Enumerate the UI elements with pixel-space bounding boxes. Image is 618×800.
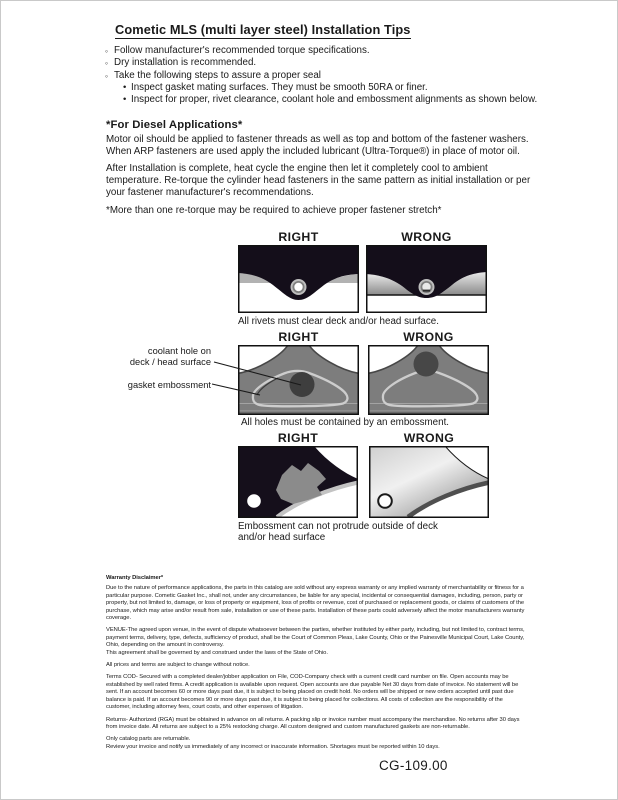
list-item — [105, 57, 541, 69]
right-label: RIGHT — [277, 431, 319, 445]
holes-caption: All holes must be contained by an embossment. — [241, 416, 450, 428]
protrude-wrong-panel — [369, 446, 489, 518]
sub-list-item — [105, 94, 541, 106]
legal-paragraph — [106, 585, 525, 622]
caption-line: and/or head surface — [238, 531, 326, 543]
legal-text: Only catalog parts are returnable. — [106, 736, 191, 743]
sub-list-item — [105, 82, 541, 94]
diagram-headers — [238, 432, 489, 445]
rivet-right-panel — [238, 245, 359, 313]
wrong-label: WRONG — [403, 330, 454, 344]
list-item-text: Inspect gasket mating surfaces. They must be smooth 50RA or finer. — [131, 81, 428, 93]
diagram-headers — [238, 231, 487, 244]
legal-paragraph — [106, 736, 525, 751]
list-item-text: Take the following steps to assure a proper seal — [114, 69, 321, 81]
page-title: Cometic MLS (multi layer steel) Installation Tips — [115, 22, 411, 37]
protrude-caption — [238, 521, 489, 543]
list-item-text: Dry installation is recommended. — [114, 57, 257, 69]
rivet-clearance-diagram — [238, 231, 487, 327]
diesel-applications-heading: *For Diesel Applications* — [106, 119, 243, 131]
legal-text: VENUE-The agreed upon venue, in the event of dispute whatsoever between the parties, whether instituted by either party, including, but not limited to, contract terms, payment terms, delivery, type, defects, sufficiency of product, shall be the Court of Common Pleas, Lake County, Ohio or the Painesville Municipal Court, Lake County, Ohio, depending on the amount in controversy. — [106, 627, 525, 649]
label-line: coolant hole on — [147, 346, 211, 356]
legal-text: Terms COD- Secured with a completed dealer/jobber application on File, COD-Company check with a current credit card number on file. Open accounts may be established by well rated firms. A credit application is available upon request. Open accounts are due payable Net 30 days from date of invoice. No statement will be sent. If an account becomes 60 or more days past due, it is subject to being placed on credit hold. No orders will be shipped or new orders accepted until past due balance is paid. If an account becomes 90 or more days past due, it is subject to being placed for collections. All costs of collection are the responsibility of the customer, including attorney fees, court costs, and other expenses of litigation. — [106, 674, 519, 711]
circle-bullet-icon: ◦ — [105, 58, 109, 69]
legal-paragraph — [106, 674, 525, 711]
warranty-disclaimer-heading: Warranty Disclaimer* — [106, 575, 164, 581]
diesel-paragraph-1: Motor oil should be applied to fastener threads as well as top and bottom of the fastener washers. When ARP fasteners are used apply the included lubricant (Ultra-Torque®) in place of motor oil. — [106, 134, 529, 158]
caption-line: Embossment can not protrude outside of deck — [238, 520, 438, 532]
diagram-panels — [238, 446, 489, 518]
wrong-label: WRONG — [403, 431, 455, 445]
retorque-note: *More than one re-torque may be required to achieve proper fastener stretch* — [106, 205, 442, 216]
diesel-paragraph-2: After Installation is complete, heat cycle the engine then let it completely cool to ambient temperature. Re-torque the cylinder head fasteners in the same pattern as initial installation or per your fastener manufacturer's recommendations. — [106, 163, 531, 199]
dot-bullet-icon: • — [123, 94, 127, 106]
diagram-panels — [238, 345, 489, 415]
legal-text: All prices and terms are subject to change without notice. — [106, 662, 250, 669]
legal-text: This agreement shall be governed by and construed under the laws of the State of Ohio. — [106, 649, 328, 656]
list-item-text: Follow manufacturer's recommended torque specifications. — [114, 45, 370, 56]
protrude-right-panel — [238, 446, 358, 518]
holes-wrong-panel — [368, 345, 489, 415]
coolant-hole-label — [119, 346, 211, 368]
legal-text: Returns- Authorized (RGA) must be obtained in advance on all returns. A packing slip or invoice number must accompany the merchandise. No returns after 30 days from invoice date. All returns are subject to a 25% restocking charge. All custom designed and custom manufactured gaskets are non-returnable. — [106, 716, 520, 730]
legal-text: Due to the nature of performance applications, the parts in this catalog are sold without any express warranty or any implied warranty of merchantability or fitness for a particular purpose. Cometic Gasket Inc., shall not, under any circumstances, be liable for any special, incidental or consequential damages, including, person, party or property, but not limited to, damage, or loss of property or equipment, loss of profits or revenue, cost of purchased or replacement goods, or claims of customers of the purchase, which may arise and/or result from sale, installation or use of these parts. Installation of these parts could adversely affect the motor manufacturers warranty coverage. — [106, 585, 525, 622]
right-label: RIGHT — [278, 330, 319, 344]
holes-right-panel — [238, 345, 359, 415]
legal-paragraph — [106, 662, 525, 669]
circle-bullet-icon: ◦ — [105, 46, 109, 56]
installation-tips-list — [105, 45, 541, 106]
legal-paragraph — [106, 717, 525, 732]
label-line: deck / head surface — [129, 357, 211, 367]
gasket-embossment-label: gasket embossment — [127, 380, 211, 390]
circle-bullet-icon: ◦ — [105, 70, 109, 81]
list-item — [105, 45, 541, 57]
diagram-panels — [238, 245, 487, 313]
rivet-wrong-panel — [366, 245, 487, 313]
list-item-text: Inspect for proper, rivet clearance, coolant hole and embossment alignments as shown below. — [131, 94, 538, 106]
legal-section — [106, 575, 525, 756]
list-item — [105, 70, 541, 82]
coolant-hole-diagram — [1, 331, 618, 439]
diagram-panels-block — [238, 331, 489, 428]
legal-text: Review your invoice and notify us immediately of any incorrect or inaccurate information. Shortages must be reported within 10 days. — [106, 743, 440, 750]
right-label: RIGHT — [278, 230, 319, 244]
diagram-headers — [238, 331, 489, 344]
dot-bullet-icon: • — [123, 81, 127, 93]
embossment-protrude-diagram — [238, 432, 489, 543]
page-number: CG-109.00 — [379, 758, 448, 773]
rivet-caption: All rivets must clear deck and/or head surface. — [238, 315, 439, 327]
legal-paragraph — [106, 627, 525, 657]
wrong-label: WRONG — [401, 230, 452, 244]
